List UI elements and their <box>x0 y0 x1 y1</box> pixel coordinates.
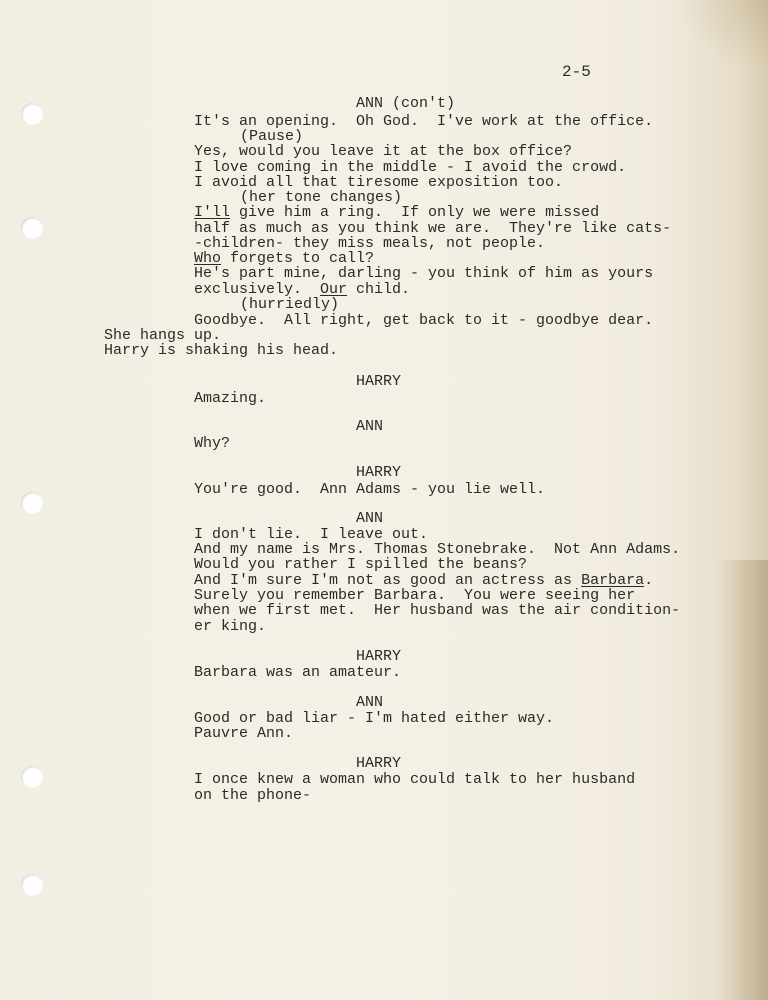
punch-hole <box>21 766 43 788</box>
character-cue: ANN <box>356 510 384 527</box>
dialogue-text: child. <box>347 281 411 298</box>
page-number: 2-5 <box>562 63 591 81</box>
dialogue-line: -children- they miss meals, not people. <box>194 235 546 252</box>
dialogue-line: Pauvre Ann. <box>194 725 294 742</box>
punch-hole <box>21 217 43 239</box>
paper-stain <box>678 0 768 70</box>
punch-hole <box>21 103 43 125</box>
character-cue: HARRY <box>356 464 402 481</box>
dialogue-line: He's part mine, darling - you think of him as yours <box>194 265 654 282</box>
dialogue-line: Would you rather I spilled the beans? <box>194 556 528 573</box>
underlined-word: Barbara <box>581 572 645 589</box>
character-cue: ANN (con't) <box>356 95 456 112</box>
dialogue-line: And my name is Mrs. Thomas Stonebrake. Not Ann Adams. <box>194 541 681 558</box>
dialogue-line: It's an opening. Oh God. I've work at the office. <box>194 113 654 130</box>
dialogue-line: half as much as you think we are. They're like cats- <box>194 220 672 237</box>
character-cue: ANN <box>356 418 384 435</box>
punch-hole <box>21 874 43 896</box>
dialogue-line <box>194 205 599 220</box>
dialogue-line <box>194 573 653 588</box>
action-line: Harry is shaking his head. <box>104 342 339 359</box>
dialogue-line: Barbara was an amateur. <box>194 664 402 681</box>
dialogue-text: give him a ring. If only we were missed <box>230 204 600 221</box>
parenthetical: (Pause) <box>240 128 304 145</box>
dialogue-line: Why? <box>194 435 231 452</box>
underlined-word: I'll <box>194 204 231 221</box>
dialogue-text: . <box>644 572 654 589</box>
dialogue-line: Surely you remember Barbara. You were seeing her <box>194 587 636 604</box>
character-cue: HARRY <box>356 648 402 665</box>
character-cue: HARRY <box>356 755 402 772</box>
dialogue-line: I once knew a woman who could talk to her husband <box>194 771 636 788</box>
dialogue-line: You're good. Ann Adams - you lie well. <box>194 481 546 498</box>
dialogue-line <box>194 282 410 297</box>
action-line: She hangs up. <box>104 327 222 344</box>
dialogue-line: I avoid all that tiresome exposition too. <box>194 174 564 191</box>
dialogue-text: exclusively. <box>194 281 321 298</box>
dialogue-text: And I'm sure I'm not as good an actress as <box>194 572 582 589</box>
dialogue-line: Yes, would you leave it at the box office? <box>194 143 573 160</box>
punch-hole <box>21 492 43 514</box>
paper-edge-stain <box>718 560 768 1000</box>
dialogue-line: Good or bad liar - I'm hated either way. <box>194 710 555 727</box>
dialogue-line: on the phone- <box>194 787 312 804</box>
dialogue-text: forgets to call? <box>221 250 375 267</box>
dialogue-line: er king. <box>194 618 267 635</box>
parenthetical: (hurriedly) <box>240 296 340 313</box>
underlined-word: Who <box>194 250 222 267</box>
character-cue: HARRY <box>356 373 402 390</box>
character-cue: ANN <box>356 694 384 711</box>
parenthetical: (her tone changes) <box>240 189 403 206</box>
dialogue-line <box>194 251 374 266</box>
dialogue-line: I love coming in the middle - I avoid the crowd. <box>194 159 627 176</box>
dialogue-line: I don't lie. I leave out. <box>194 526 429 543</box>
dialogue-line: when we first met. Her husband was the air condition- <box>194 602 681 619</box>
dialogue-line: Goodbye. All right, get back to it - goodbye dear. <box>194 312 654 329</box>
underlined-word: Our <box>320 281 348 298</box>
dialogue-line: Amazing. <box>194 390 267 407</box>
